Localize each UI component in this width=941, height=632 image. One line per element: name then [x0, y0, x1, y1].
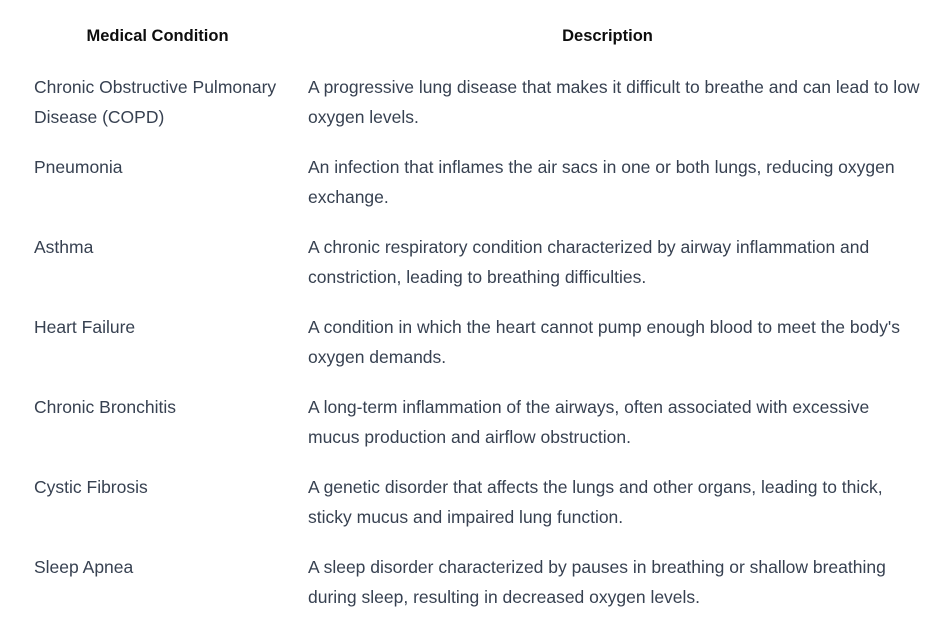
condition-cell: Cystic Fibrosis — [34, 477, 148, 497]
condition-cell: Pneumonia — [34, 157, 123, 177]
description-cell: A chronic respiratory condition characterized by airway inflammation and constriction, leading to breathing difficulties. — [308, 237, 870, 287]
conditions-table — [21, 0, 921, 632]
table-row — [21, 232, 921, 312]
header-row — [21, 0, 921, 72]
description-cell: A sleep disorder characterized by pauses in breathing or shallow breathing during sleep, resulting in decreased oxygen levels. — [308, 557, 886, 607]
condition-cell: Chronic Bronchitis — [34, 397, 176, 417]
condition-cell: Asthma — [34, 237, 94, 257]
table-row — [21, 472, 921, 552]
description-cell: A long-term inflammation of the airways, often associated with excessive mucus production and airflow obstruction. — [308, 397, 870, 447]
condition-cell: Chronic Obstructive Pulmonary Disease (COPD) — [34, 77, 277, 127]
table-body — [21, 72, 921, 632]
description-cell: A condition in which the heart cannot pump enough blood to meet the body's oxygen demands. — [308, 317, 900, 367]
header-medical-condition: Medical Condition — [86, 26, 229, 45]
condition-cell: Heart Failure — [34, 317, 136, 337]
condition-cell: Sleep Apnea — [34, 557, 134, 577]
table-row — [21, 72, 921, 152]
table-header — [21, 0, 921, 72]
description-cell: An infection that inflames the air sacs in one or both lungs, reducing oxygen exchange. — [308, 157, 895, 207]
header-description: Description — [562, 26, 653, 45]
description-cell: A genetic disorder that affects the lungs and other organs, leading to thick, sticky mucus and impaired lung function. — [308, 477, 883, 527]
table-row — [21, 312, 921, 392]
table-row — [21, 392, 921, 472]
table-row — [21, 552, 921, 632]
description-cell: A progressive lung disease that makes it difficult to breathe and can lead to low oxygen levels. — [308, 77, 920, 127]
table-row — [21, 152, 921, 232]
